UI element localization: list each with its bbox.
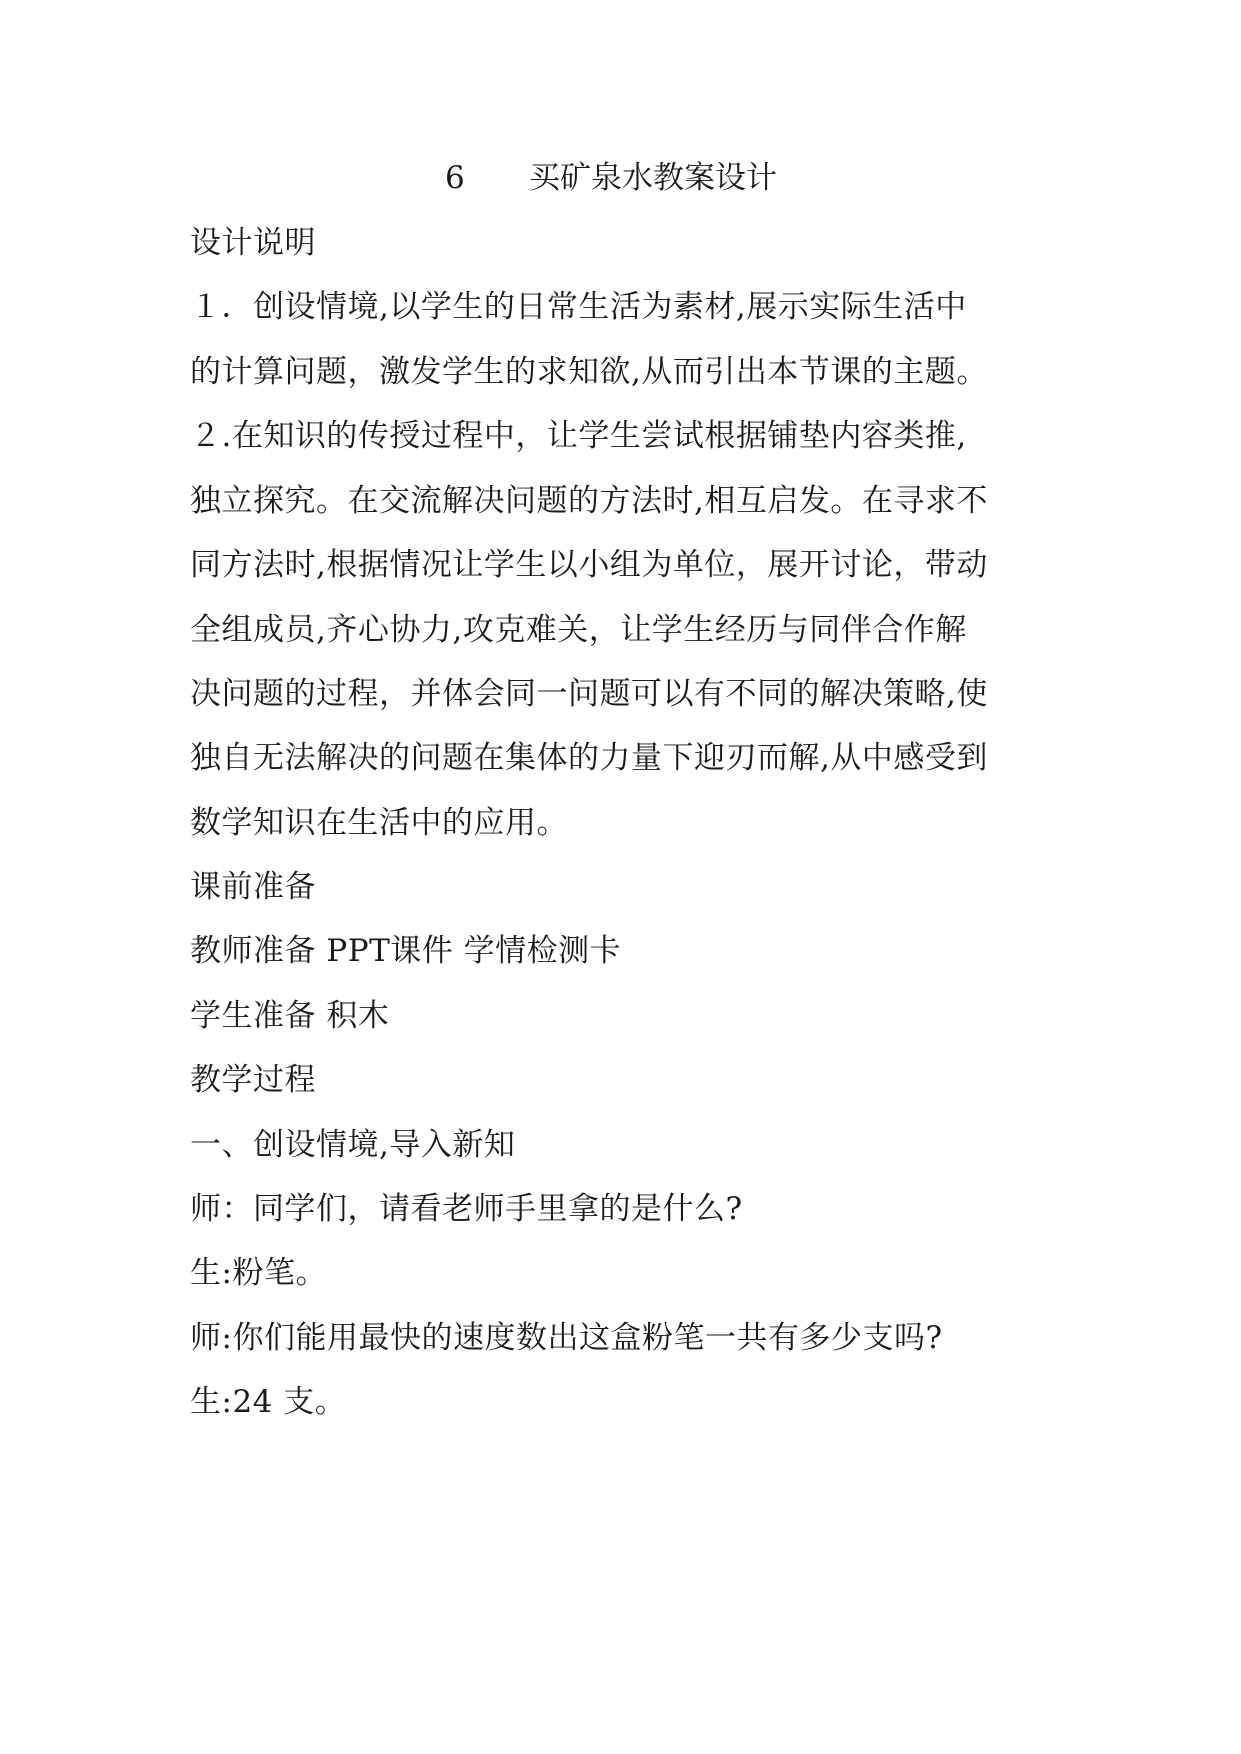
paragraph-line: 全组成员,齐心协力,攻克难关，让学生经历与同伴合作解 xyxy=(190,612,967,648)
dialogue-line: 师：同学们，请看老师手里拿的是什么? xyxy=(190,1191,743,1227)
student-preparation: 学生准备 积木 xyxy=(190,998,390,1034)
paragraph-line: 独立探究。在交流解决问题的方法时,相互启发。在寻求不 xyxy=(190,483,988,519)
title-number: 6 xyxy=(445,160,465,196)
section-heading: 一、创设情境,导入新知 xyxy=(190,1127,516,1163)
title-text: 买矿泉水教案设计 xyxy=(529,160,777,196)
paragraph-line: 独自无法解决的问题在集体的力量下迎刃而解,从中感受到 xyxy=(190,740,988,776)
teacher-preparation: 教师准备 PPT课件 学情检测卡 xyxy=(190,933,622,969)
heading-design-notes: 设计说明 xyxy=(190,225,316,261)
paragraph-line: 同方法时,根据情况让学生以小组为单位，展开讨论，带动 xyxy=(190,547,988,583)
paragraph-line: 数学知识在生活中的应用。 xyxy=(190,805,568,841)
document-title xyxy=(445,158,777,198)
paragraph-line: ２.在知识的传授过程中，让学生尝试根据铺垫内容类推, xyxy=(190,418,967,454)
paragraph-line: 的计算问题，激发学生的求知欲,从而引出本节课的主题。 xyxy=(190,354,988,390)
heading-preparation: 课前准备 xyxy=(190,869,316,905)
dialogue-line: 师:你们能用最快的速度数出这盒粉笔一共有多少支吗? xyxy=(190,1320,943,1356)
dialogue-line: 生:24 支。 xyxy=(190,1384,347,1420)
paragraph-line: １．创设情境,以学生的日常生活为素材,展示实际生活中 xyxy=(190,289,967,325)
heading-teaching-process: 教学过程 xyxy=(190,1062,316,1098)
dialogue-line: 生:粉笔。 xyxy=(190,1255,327,1291)
paragraph-line: 决问题的过程，并体会同一问题可以有不同的解决策略,使 xyxy=(190,676,988,712)
